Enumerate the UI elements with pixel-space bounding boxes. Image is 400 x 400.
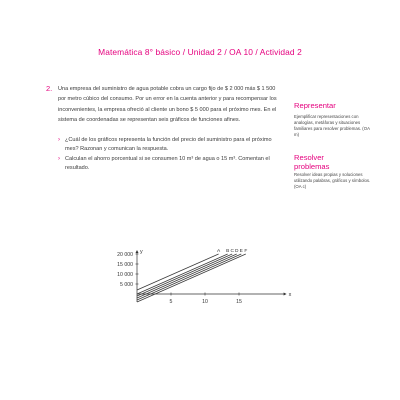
- axes: [136, 250, 287, 302]
- graph-line-a: [137, 254, 219, 290]
- x-tick-label: 5: [169, 299, 173, 305]
- line-label-b: B: [226, 249, 230, 254]
- y-axis-arrow-icon: [136, 250, 139, 253]
- y-tick-label: 15 000: [117, 261, 133, 268]
- sidebar-text-resolve: Resolver ideas propias y soluciones utilizando palabras, gráficos y símbolos. (OA c): [294, 172, 371, 189]
- graph-line-d: [137, 254, 237, 298]
- line-label-d: D: [234, 249, 239, 254]
- graph-line-b: [137, 254, 228, 294]
- line-label-a: A: [216, 249, 221, 254]
- problem-statement: Una empresa del suministro de agua potable cobra un cargo fijo de $ 2 000 más $ 1 500 por metro cúbico del consumo. Por un error en la cuenta anterior y para recompensar los inconvenientes, la empresa ofreció al cliente un bono $ 5 000 para el próximo mes. En el sistema de coordenadas se representan seis gráficos de funciones afines.: [58, 86, 277, 124]
- x-tick-label: 10: [202, 299, 208, 305]
- graph-line-e: [137, 254, 241, 300]
- chevron-right-icon: ›: [58, 137, 60, 143]
- graph-lines: [137, 254, 246, 302]
- graph-labels: [117, 248, 291, 305]
- y-axis-label: y: [140, 249, 143, 255]
- line-label-e: E: [239, 249, 243, 254]
- y-tick-label: 5 000: [120, 281, 133, 288]
- sidebar-heading-represent: Representar: [294, 101, 336, 110]
- x-axis-arrow-icon: [284, 293, 287, 296]
- page-header-title: Matemática 8° básico / Unidad 2 / OA 10 / Actividad 2: [98, 47, 302, 57]
- graph-line-c: [137, 254, 232, 296]
- question-text: ¿Cuál de los gráficos representa la función del precio del suministro para el próximo mes? Razonan y comunican la respuesta.: [65, 137, 272, 153]
- x-tick-label: 15: [236, 299, 242, 305]
- chevron-right-icon: ›: [58, 156, 60, 162]
- line-label-f: F: [244, 249, 248, 254]
- line-label-c: C: [230, 249, 234, 254]
- y-tick-label: 20 000: [117, 251, 133, 258]
- sidebar-heading-resolve: Resolver problemas: [294, 153, 330, 171]
- graph-line-f: [137, 254, 246, 302]
- sidebar-text-represent: Ejemplificar representaciones con analogías, metáforas y situaciones familiares para resolver problemas. (OA m): [294, 114, 370, 137]
- y-tick-label: 10 000: [117, 271, 133, 278]
- x-axis-label: x: [288, 292, 292, 298]
- exercise-number: 2.: [46, 84, 53, 93]
- question-text: Calculan el ahorro porcentual si se consumen 10 m³ de agua o 15 m³. Comentan el resultado.: [65, 156, 270, 172]
